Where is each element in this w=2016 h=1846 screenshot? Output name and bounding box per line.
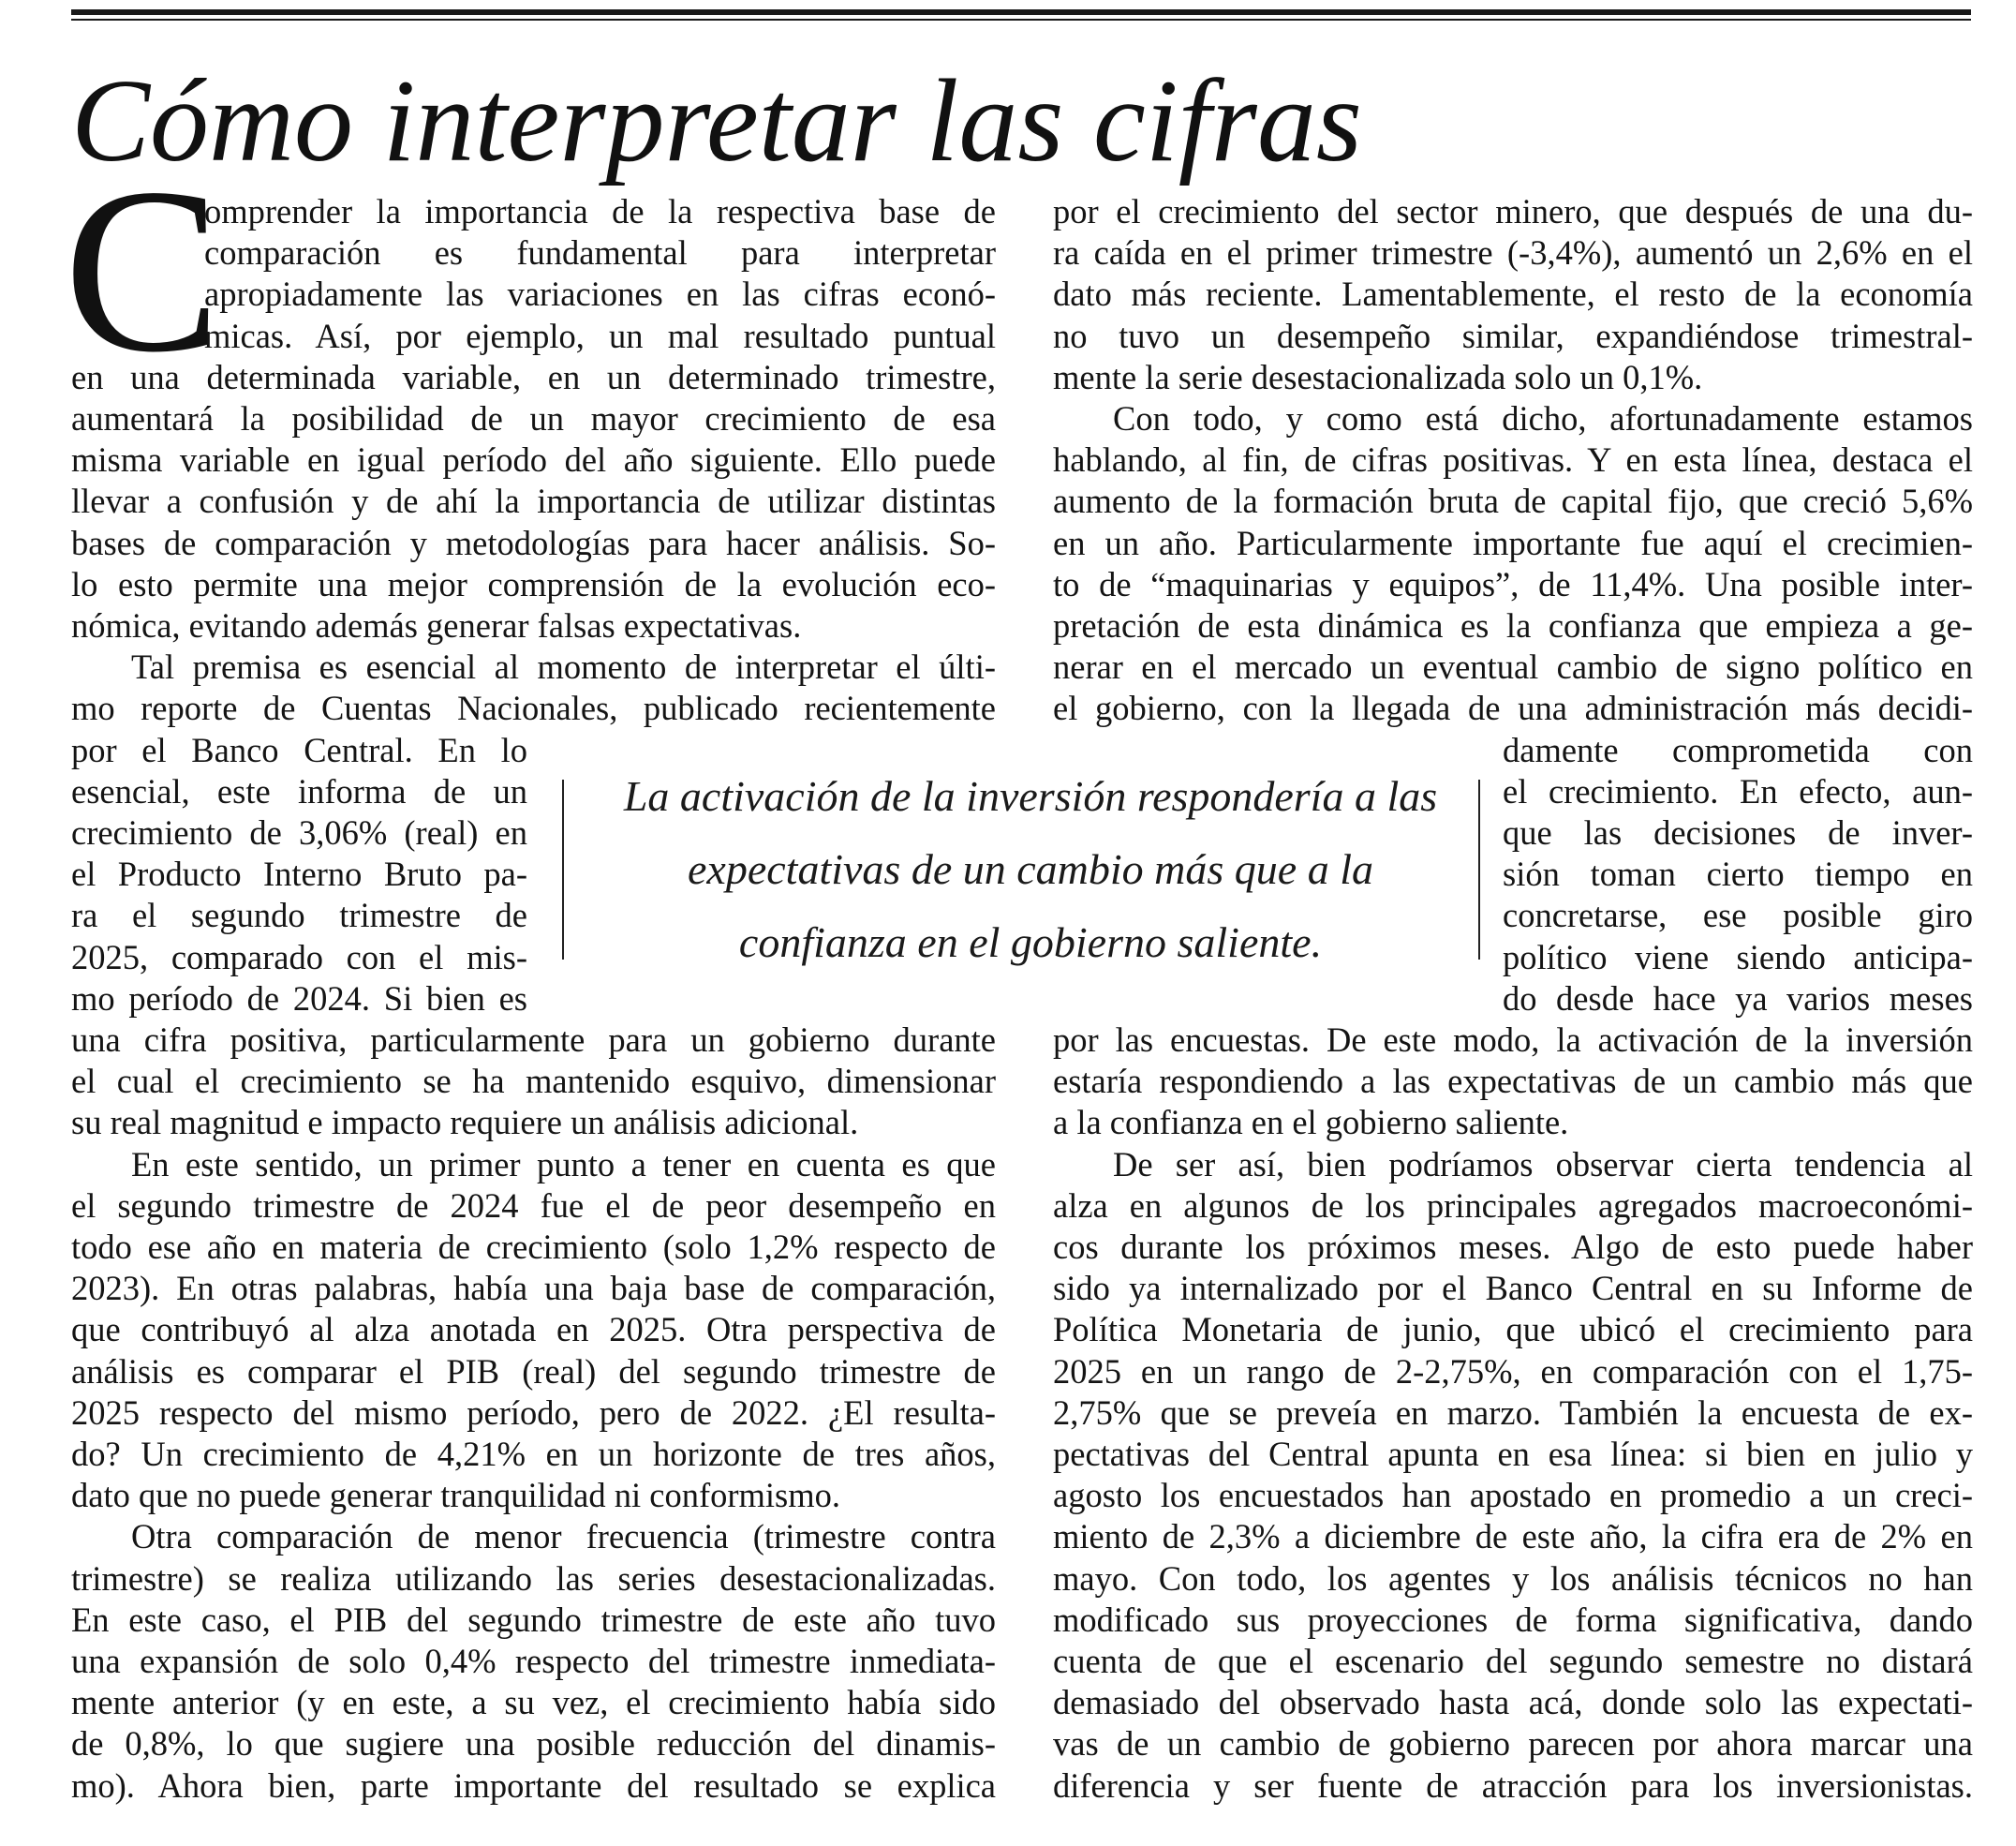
body-text-line: micas. Así, por ejemplo, un mal resultado puntual [204, 316, 996, 355]
body-text-line: que contribuyó al alza anotada en 2025. Otra perspectiva de [71, 1310, 996, 1349]
body-text-line: do? Un crecimiento de 4,21% en un horizonte de tres años, [71, 1435, 996, 1473]
drop-cap: C [64, 139, 222, 401]
body-text-line: el Producto Interno Bruto pa- [71, 855, 527, 894]
body-text-line: de 0,8%, lo que sugiere una posible reducción del dinamis- [71, 1724, 996, 1764]
body-text-line: una cifra positiva, particularmente para un gobierno durante [71, 1020, 996, 1059]
body-text-line: concretarse, ese posible giro [1503, 896, 1973, 935]
body-text-line: damente comprometida con [1503, 730, 1973, 769]
pull-quote-line: La activación de la inversión respondería a las [623, 772, 1438, 820]
body-text-line: crecimiento de 3,06% (real) en [71, 813, 527, 852]
body-text-line: En este sentido, un primer punto a tener en cuenta es que [131, 1144, 996, 1184]
body-text-line: en un año. Particularmente importante fue aquí el crecimien- [1053, 523, 1973, 562]
body-text-line: modificado sus proyecciones de forma significativa, dando [1053, 1600, 1973, 1639]
body-text-line: dato que no puede generar tranquilidad ni conformismo. [71, 1476, 841, 1515]
body-text-line: llevar a confusión y de ahí la importancia de utilizar distintas [71, 482, 996, 521]
pull-quote-rule-left [562, 780, 564, 960]
body-text-line: do desde hace ya varios meses [1503, 978, 1973, 1018]
body-text-line: nerar en el mercado un eventual cambio de signo político en [1053, 648, 1973, 687]
article-headline: Cómo interpretar las cifras [71, 56, 1362, 186]
body-text-line: su real magnitud e impacto requiere un análisis adicional. [71, 1103, 859, 1142]
body-text-line: político viene siendo anticipa- [1503, 937, 1973, 976]
body-text-line: vas de un cambio de gobierno parecen por ahora marcar una [1053, 1724, 1973, 1764]
body-text-line: Otra comparación de menor frecuencia (trimestre contra [131, 1517, 996, 1556]
body-text-line: ra el segundo trimestre de [71, 896, 527, 935]
body-text-line: mo reporte de Cuentas Nacionales, publicado recientemente [71, 689, 996, 728]
body-text-line: Con todo, y como está dicho, afortunadamente estamos [1113, 399, 1973, 438]
body-text-line: comparación es fundamental para interpretar [204, 233, 996, 273]
body-text-line: sido ya internalizado por el Banco Central en su Informe de [1053, 1269, 1973, 1308]
body-text-line: una expansión de solo 0,4% respecto del trimestre inmediata- [71, 1642, 996, 1680]
body-text-line: en una determinada variable, en un determinado trimestre, [71, 357, 996, 396]
body-text-line: por el Banco Central. En lo [71, 730, 527, 769]
body-text-line: cos durante los próximos meses. Algo de esto puede haber [1053, 1228, 1973, 1266]
top-rule-thin [71, 19, 1971, 21]
body-text-line: el gobierno, con la llegada de una administración más decidi- [1053, 689, 1973, 728]
body-text-line: ra caída en el primer trimestre (-3,4%), aumentó un 2,6% en el [1053, 233, 1973, 273]
pull-quote-line: confianza en el gobierno saliente. [738, 918, 1323, 966]
body-text-line: 2025 respecto del mismo período, pero de 2022. ¿El resulta- [71, 1392, 996, 1432]
body-text-line: Política Monetaria de junio, que ubicó el crecimiento para [1053, 1310, 1973, 1349]
body-text-line: a la confianza en el gobierno saliente. [1053, 1103, 1569, 1142]
body-text-line: que las decisiones de inver- [1503, 813, 1973, 852]
body-text-line: aumento de la formación bruta de capital fijo, que creció 5,6% [1053, 482, 1973, 521]
body-text-line: aumentará la posibilidad de un mayor crecimiento de esa [71, 399, 996, 438]
body-text-line: por las encuestas. De este modo, la activación de la inversión [1053, 1020, 1973, 1059]
body-text-line: sión toman cierto tiempo en [1503, 855, 1973, 894]
body-text-line: diferencia y ser fuente de atracción para los inversionistas. [1053, 1765, 1973, 1805]
pull-quote-line: expectativas de un cambio más que a la [688, 845, 1373, 893]
body-text-line: todo ese año en materia de crecimiento (solo 1,2% respecto de [71, 1228, 996, 1266]
body-text-line: 2,75% que se preveía en marzo. También la encuesta de ex- [1053, 1392, 1973, 1432]
body-text-line: el crecimiento. En efecto, aun- [1503, 771, 1973, 811]
body-text-line: análisis es comparar el PIB (real) del segundo trimestre de [71, 1351, 996, 1391]
body-text-line: mente anterior (y en este, a su vez, el crecimiento había sido [71, 1683, 996, 1722]
body-text-line: nómica, evitando además generar falsas expectativas. [71, 606, 802, 645]
body-text-line: agosto los encuestados han apostado en promedio a un creci- [1053, 1476, 1973, 1515]
body-text-line: cuenta de que el escenario del segundo semestre no distará [1053, 1642, 1973, 1680]
body-text-line: estaría respondiendo a las expectativas de un cambio más que [1053, 1062, 1973, 1101]
body-text-line: demasiado del observado hasta acá, donde solo las expectati- [1053, 1683, 1973, 1722]
body-text-line: 2025, comparado con el mis- [71, 937, 527, 976]
body-text-line: el cual el crecimiento se ha mantenido esquivo, dimensionar [71, 1062, 996, 1101]
body-text-line: trimestre) se realiza utilizando las series desestacionalizadas. [71, 1558, 996, 1598]
body-text-line: esencial, este informa de un [71, 771, 527, 811]
body-text-line: misma variable en igual período del año siguiente. Ello puede [71, 440, 996, 480]
body-text-line: dato más reciente. Lamentablemente, el resto de la economía [1053, 275, 1973, 314]
body-text-line: por el crecimiento del sector minero, que después de una du- [1053, 192, 1973, 231]
body-text-line: mo período de 2024. Si bien es [71, 978, 527, 1018]
body-text-line: alza en algunos de los principales agregados macroeconómi- [1053, 1185, 1973, 1225]
body-text-line: no tuvo un desempeño similar, expandiéndose trimestral- [1053, 316, 1973, 355]
body-text-line: mo). Ahora bien, parte importante del resultado se explica [71, 1765, 996, 1805]
body-text-line: miento de 2,3% a diciembre de este año, la cifra era de 2% en [1053, 1517, 1973, 1556]
body-text-line: to de “maquinarias y equipos”, de 11,4%. Una posible inter- [1053, 564, 1973, 603]
body-text-line: hablando, al fin, de cifras positivas. Y en esta línea, destaca el [1053, 440, 1973, 480]
body-text-line: mayo. Con todo, los agentes y los análisis técnicos no han [1053, 1558, 1973, 1598]
body-text-line: 2025 en un rango de 2-2,75%, en comparación con el 1,75- [1053, 1351, 1973, 1391]
body-text-line: bases de comparación y metodologías para hacer análisis. So- [71, 523, 996, 562]
body-text-line: el segundo trimestre de 2024 fue el de peor desempeño en [71, 1185, 996, 1225]
body-text-line: pretación de esta dinámica es la confianza que empieza a ge- [1053, 606, 1973, 645]
body-text-line: Tal premisa es esencial al momento de interpretar el últi- [131, 648, 996, 687]
body-text-line: apropiadamente las variaciones en las cifras econó- [204, 275, 996, 314]
top-rule-thick [71, 9, 1971, 15]
body-text-line: mente la serie desestacionalizada solo un 0,1%. [1053, 357, 1703, 396]
body-text-line: lo esto permite una mejor comprensión de la evolución eco- [71, 564, 996, 603]
body-text-line: pectativas del Central apunta en esa línea: si bien en julio y [1053, 1435, 1973, 1473]
body-text-line: 2023). En otras palabras, había una baja base de comparación, [71, 1269, 996, 1308]
body-text-line: omprender la importancia de la respectiva base de [204, 192, 996, 231]
body-text-line: De ser así, bien podríamos observar cierta tendencia al [1113, 1144, 1973, 1184]
body-text-line: En este caso, el PIB del segundo trimestre de este año tuvo [71, 1600, 996, 1639]
